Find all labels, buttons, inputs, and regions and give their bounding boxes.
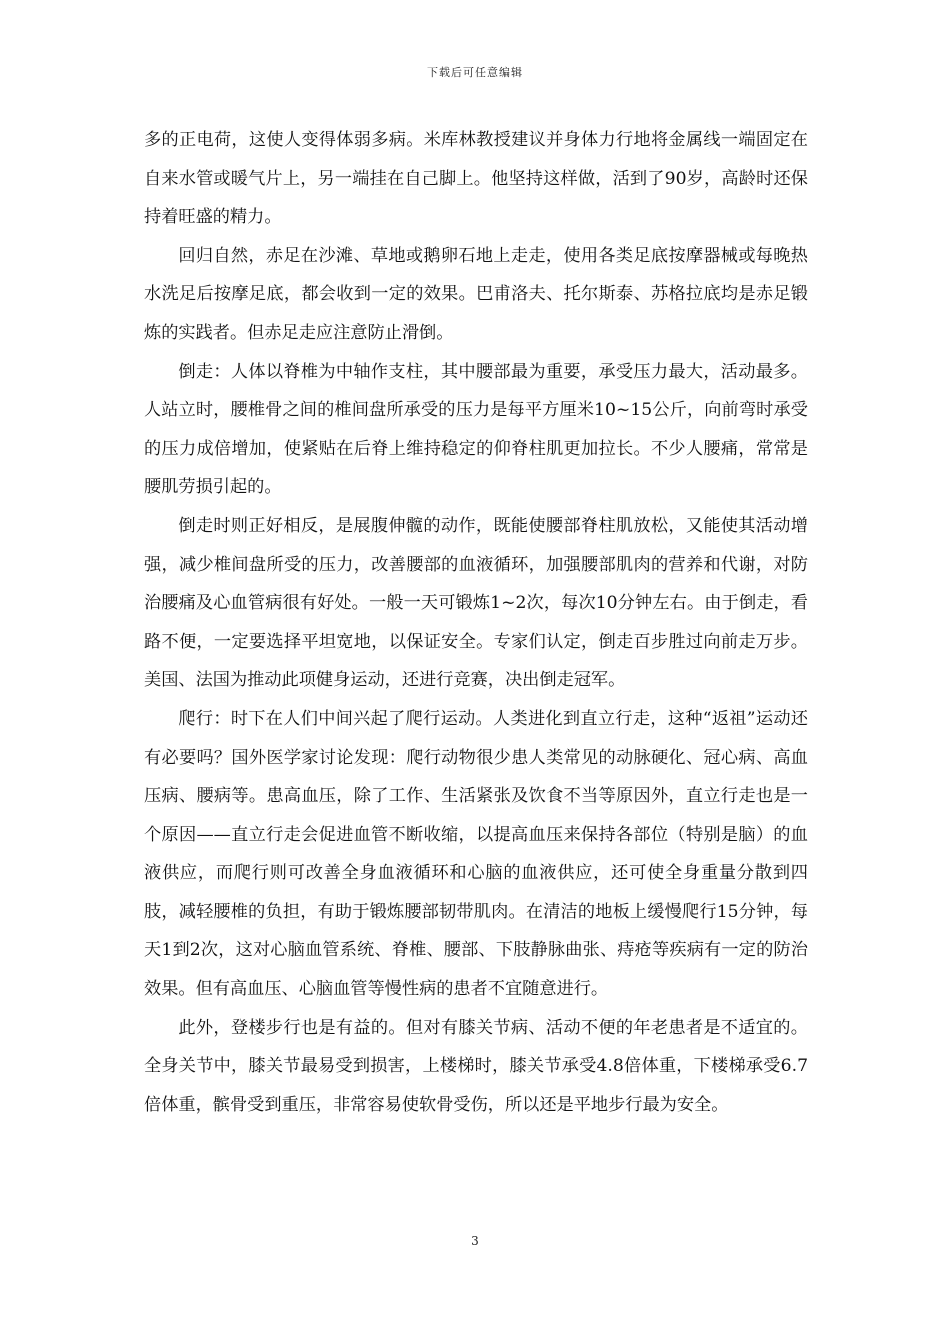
paragraph-crawling: 爬行：时下在人们中间兴起了爬行运动。人类进化到直立行走，这种“返祖”运动还有必要吗？国外医学家讨论发现：爬行动物很少患人类常见的动脉硬化、冠心病、高血压病、腰病等。患高血压，除了工作、生活紧张及饮食不当等原因外，直立行走也是一个原因——直立行走会促进血管不断收缩，以提高血压来保持各部位（特别是脑）的血液供应，而爬行则可改善全身血液循环和心脑的血液供应，还可使全身重量分散到四肢，减轻腰椎的负担，有助于锻炼腰部韧带肌肉。在清洁的地板上缓慢爬行15分钟，每天1到2次，这对心脑血管系统、脊椎、腰部、下肢静脉曲张、痔疮等疾病有一定的防治效果。但有高血压、心脑血管等慢性病的患者不宜随意进行。: [144, 708, 808, 1000]
page-header: 下载后可任意编辑: [427, 66, 523, 79]
paragraph-backward-walking-benefits: 倒走时则正好相反，是展腹伸髋的动作，既能使腰部脊柱肌放松，又能使其活动增强，减少椎间盘所受的压力，改善腰部的血液循环，加强腰部肌肉的营养和代谢，对防治腰痛及心血管病很有好处。一般一天可锻炼1~2次，每次10分钟左右。由于倒走，看路不便，一定要选择平坦宽地，以保证安全。专家们认定，倒走百步胜过向前走万步。美国、法国为推动此项健身运动，还进行竞赛，决出倒走冠军。: [144, 515, 808, 691]
paragraph-stair-climbing: 此外，登楼步行也是有益的。但对有膝关节病、活动不便的年老患者是不适宜的。全身关节中，膝关节最易受到损害，上楼梯时，膝关节承受4.8倍体重，下楼梯承受6.7倍体重，髌骨受到重压，非常容易使软骨受伤，所以还是平地步行最为安全。: [144, 1017, 808, 1115]
paragraph-continued: 多的正电荷，这使人变得体弱多病。米库林教授建议并身体力行地将金属线一端固定在自来水管或暖气片上，另一端挂在自己脚上。他坚持这样做，活到了90岁，高龄时还保持着旺盛的精力。: [144, 130, 808, 228]
document-body: [144, 121, 808, 1124]
page-number: 3: [471, 1234, 479, 1248]
paragraph-barefoot: 回归自然，赤足在沙滩、草地或鹅卵石地上走走，使用各类足底按摩器械或每晚热水洗足后按摩足底，都会收到一定的效果。巴甫洛夫、托尔斯泰、苏格拉底均是赤足锻炼的实践者。但赤足走应注意防止滑倒。: [144, 245, 808, 343]
paragraph-backward-walking: 倒走：人体以脊椎为中轴作支柱，其中腰部最为重要，承受压力最大，活动最多。人站立时，腰椎骨之间的椎间盘所承受的压力是每平方厘米10~15公斤，向前弯时承受的压力成倍增加，使紧贴在后脊上维持稳定的仰脊柱肌更加拉长。不少人腰痛，常常是腰肌劳损引起的。: [144, 361, 808, 498]
